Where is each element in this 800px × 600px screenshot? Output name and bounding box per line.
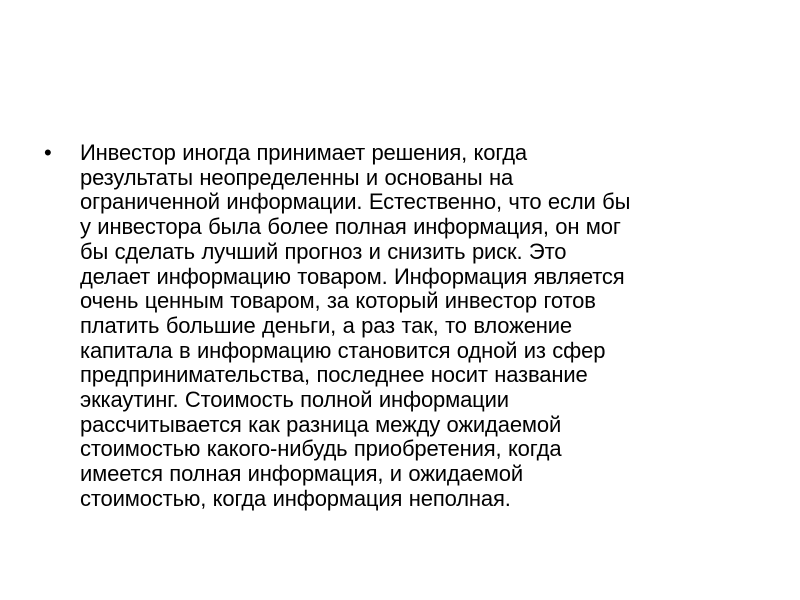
paragraph-line: рассчитывается как разница между ожидаемой xyxy=(80,411,562,437)
paragraph-line: у инвестора была более полная информация, он мог xyxy=(80,214,621,240)
paragraph-text xyxy=(80,141,764,512)
paragraph-line: делает информацию товаром. Информация является xyxy=(80,263,625,289)
paragraph-line: ограниченной информации. Естественно, что если бы xyxy=(80,189,631,215)
paragraph-line: бы сделать лучший прогноз и снизить риск. Это xyxy=(80,238,567,264)
paragraph-line: очень ценным товаром, за который инвестор готов xyxy=(80,288,596,314)
paragraph-line: предпринимательства, последнее носит название xyxy=(80,362,588,388)
paragraph-line: результаты неопределенны и основаны на xyxy=(80,164,514,190)
paragraph-line: капитала в информацию становится одной из сфер xyxy=(80,337,606,363)
paragraph-line: Инвестор иногда принимает решения, когда xyxy=(80,140,528,165)
paragraph-line: платить большие деньги, а раз так, то вложение xyxy=(80,312,573,338)
bullet-item xyxy=(44,141,764,512)
bullet-icon: • xyxy=(44,140,52,165)
paragraph-line: стоимостью какого-нибудь приобретения, когда xyxy=(80,436,562,462)
paragraph-line: имеется полная информация, и ожидаемой xyxy=(80,461,523,487)
paragraph-line: эккаутинг. Стоимость полной информации xyxy=(80,387,509,413)
bullet-list xyxy=(44,141,764,512)
paragraph-line: стоимостью, когда информация неполная. xyxy=(80,485,511,511)
